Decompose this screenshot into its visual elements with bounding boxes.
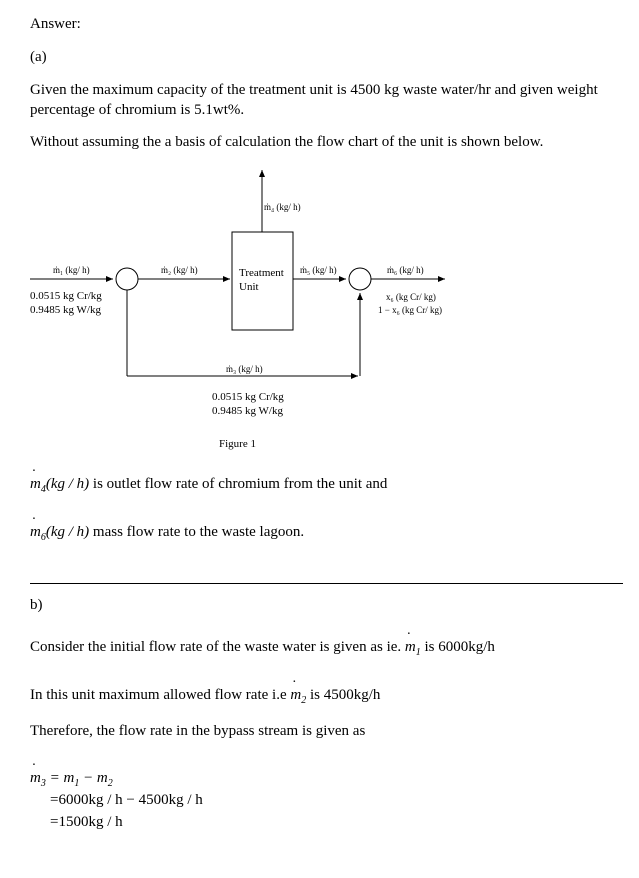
part-a-para1-line2: percentage of chromium is 5.1wt%. xyxy=(30,102,245,118)
equation-line3: =1500kg / h xyxy=(50,814,123,830)
out-x-label: x₆ (kg Cr/ kg) xyxy=(386,292,436,302)
part-b-line1-pre: Consider the initial flow rate of the waste water is given as ie. xyxy=(30,639,402,655)
m4-text: is outlet flow rate of chromium from the unit and xyxy=(92,476,388,492)
out-1mx-label: 1 − x₆ (kg Cr/ kg) xyxy=(378,305,442,315)
equation-line2: =6000kg / h − 4500kg / h xyxy=(50,792,203,808)
m1-label: ṁ₁ (kg/ h) xyxy=(53,265,90,275)
part-a-para2: Without assuming the a basis of calculation the flow chart of the unit is shown below. xyxy=(30,134,544,150)
part-b-line1 xyxy=(30,637,495,663)
m4-subscript: 4 xyxy=(40,484,46,495)
bypass-cr-label: 0.0515 kg Cr/kg xyxy=(212,391,284,403)
m2-var-sub: 2 xyxy=(301,695,307,706)
unit-label-2: Unit xyxy=(239,281,259,293)
m5-label: ṁ₅ (kg/ h) xyxy=(300,265,337,275)
answer-label: Answer: xyxy=(30,16,81,32)
m6-symbol: · m xyxy=(30,522,41,542)
m2-var: · m xyxy=(290,685,301,705)
part-b-line2-post: is 4500kg/h xyxy=(309,687,381,703)
part-b-label: b) xyxy=(30,597,43,613)
m4-definition xyxy=(30,474,387,500)
m1-var: · m xyxy=(405,637,416,657)
m6-text: mass flow rate to the waste lagoon. xyxy=(92,524,305,540)
eq-lhs-sub: 3 xyxy=(40,778,46,789)
feed-cr-label: 0.0515 kg Cr/kg xyxy=(30,290,102,302)
split-node xyxy=(116,268,138,290)
eq-rhs-sub1: 1 xyxy=(74,778,80,789)
part-b-line3: Therefore, the flow rate in the bypass stream is given as xyxy=(30,723,366,739)
m2-label: ṁ₂ (kg/ h) xyxy=(161,265,198,275)
m4-unit: (kg / h) xyxy=(45,476,90,492)
m6-subscript: 6 xyxy=(40,532,46,543)
unit-label-1: Treatment xyxy=(239,267,284,279)
eq-minus: − m xyxy=(79,770,108,786)
m3-label: ṁ₃ (kg/ h) xyxy=(226,364,263,374)
m6-unit: (kg / h) xyxy=(45,524,90,540)
feed-w-label: 0.9485 kg W/kg xyxy=(30,304,101,316)
m4-label: ṁ₄ (kg/ h) xyxy=(264,202,301,212)
mix-node xyxy=(349,268,371,290)
eq-lhs: · m xyxy=(30,768,41,788)
section-divider xyxy=(30,583,623,584)
part-a-para1-line1: Given the maximum capacity of the treatment unit is 4500 kg waste water/hr and given weight xyxy=(30,82,598,98)
figure-caption: Figure 1 xyxy=(219,438,256,450)
part-b-line2-pre: In this unit maximum allowed flow rate i.e xyxy=(30,687,287,703)
m1-var-sub: 1 xyxy=(415,647,421,658)
m4-symbol: · m xyxy=(30,474,41,494)
eq-rhs: = m xyxy=(49,770,75,786)
bypass-w-label: 0.9485 kg W/kg xyxy=(212,405,283,417)
part-b-line2 xyxy=(30,685,380,711)
part-a-label: (a) xyxy=(30,49,47,65)
m6-label: ṁ₆ (kg/ h) xyxy=(387,265,424,275)
eq-rhs-sub2: 2 xyxy=(107,778,113,789)
m6-definition xyxy=(30,522,304,548)
part-b-line1-post: is 6000kg/h xyxy=(424,639,495,655)
